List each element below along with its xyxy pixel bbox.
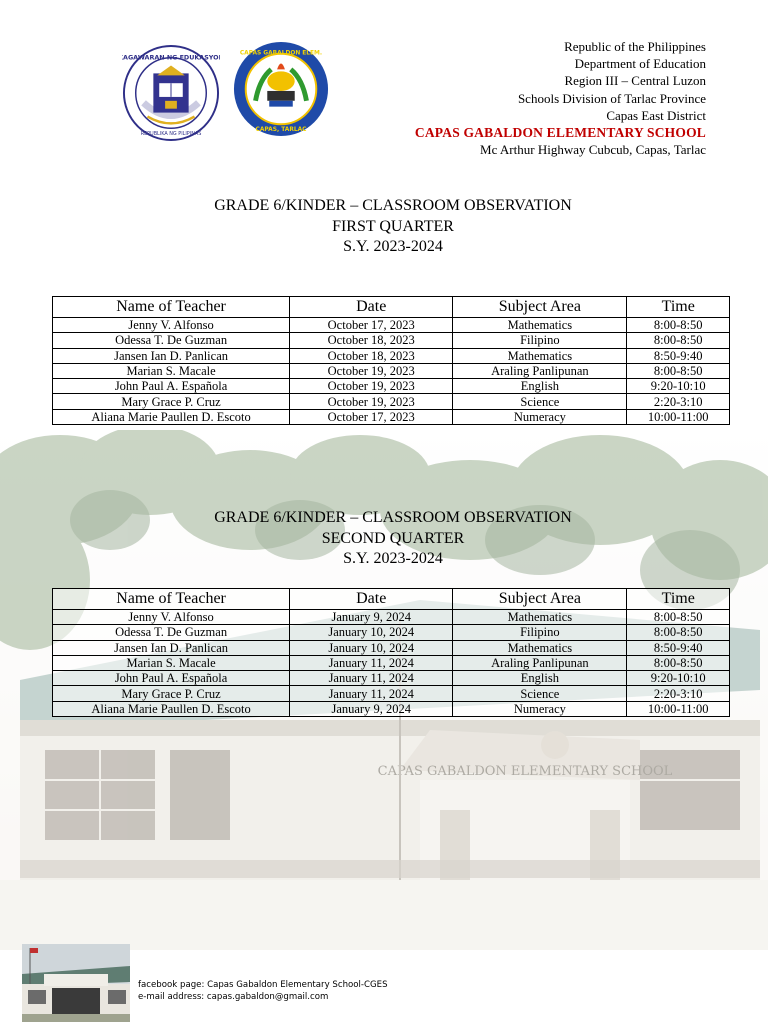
first-quarter-title-line3: S.Y. 2023-2024 [343, 238, 443, 255]
teacher-cell: Mary Grace P. Cruz [53, 394, 290, 409]
column-header-subject: Subject Area [453, 589, 627, 610]
second-quarter-table [52, 588, 730, 717]
teacher-cell: Jansen Ian D. Panlican [53, 348, 290, 363]
date-cell: January 10, 2024 [290, 625, 453, 640]
letterhead-region: Region III – Central Luzon [564, 73, 706, 89]
time-cell: 8:00-8:50 [627, 318, 730, 333]
column-header-date: Date [290, 297, 453, 318]
table-row [53, 394, 730, 409]
footer-email-text: e-mail address: capas.gabaldon@gmail.com [138, 992, 329, 1002]
letterhead [415, 38, 706, 158]
subject-cell: Mathematics [453, 640, 627, 655]
column-header-date: Date [290, 589, 453, 610]
footer-facebook-text: facebook page: Capas Gabaldon Elementary School-CGES [138, 980, 388, 990]
subject-cell: English [453, 671, 627, 686]
date-cell: October 19, 2023 [290, 363, 453, 378]
subject-cell: Filipino [453, 333, 627, 348]
svg-text:KAGAWARAN NG EDUKASYON: KAGAWARAN NG EDUKASYON [122, 53, 220, 62]
column-header-time: Time [627, 589, 730, 610]
first-quarter-title-line2: FIRST QUARTER [332, 217, 454, 235]
date-cell: October 18, 2023 [290, 348, 453, 363]
first-quarter-title-line1: GRADE 6/KINDER – CLASSROOM OBSERVATION [214, 197, 572, 214]
time-cell: 8:00-8:50 [627, 625, 730, 640]
subject-cell: Mathematics [453, 348, 627, 363]
footer-contact [138, 979, 388, 1003]
teacher-cell: Jenny V. Alfonso [53, 610, 290, 625]
subject-cell: Mathematics [453, 610, 627, 625]
table-row [53, 318, 730, 333]
footer-school-photo [22, 944, 130, 1022]
second-quarter-title-line2: SECOND QUARTER [321, 529, 465, 547]
date-cell: October 19, 2023 [290, 394, 453, 409]
table-row [53, 348, 730, 363]
table-row [53, 671, 730, 686]
subject-cell: Numeracy [453, 701, 627, 716]
time-cell: 10:00-11:00 [627, 701, 730, 716]
date-cell: October 18, 2023 [290, 333, 453, 348]
subject-cell: Science [453, 686, 627, 701]
date-cell: January 11, 2024 [290, 686, 453, 701]
table-row [53, 640, 730, 655]
deped-seal-logo [122, 44, 220, 142]
subject-cell: Araling Panlipunan [453, 363, 627, 378]
date-cell: October 17, 2023 [290, 318, 453, 333]
table-row [53, 610, 730, 625]
building-sign-text: CAPAS GABALDON ELEMENTARY SCHOOL [377, 764, 673, 779]
subject-cell: Mathematics [453, 318, 627, 333]
column-header-time: Time [627, 297, 730, 318]
table-header-row [53, 589, 730, 610]
second-quarter-title-line1: GRADE 6/KINDER – CLASSROOM OBSERVATION [214, 509, 572, 526]
date-cell: October 19, 2023 [290, 379, 453, 394]
teacher-cell: John Paul A. Española [53, 671, 290, 686]
table-row [53, 701, 730, 716]
time-cell: 8:00-8:50 [627, 363, 730, 378]
school-seal-logo [232, 40, 330, 138]
letterhead-address: Mc Arthur Highway Cubcub, Capas, Tarlac [480, 142, 706, 158]
column-header-subject: Subject Area [453, 297, 627, 318]
time-cell: 9:20-10:10 [627, 379, 730, 394]
letterhead-republic: Republic of the Philippines [564, 39, 706, 54]
teacher-cell: Jansen Ian D. Panlican [53, 640, 290, 655]
table-row [53, 333, 730, 348]
date-cell: January 11, 2024 [290, 671, 453, 686]
time-cell: 8:00-8:50 [627, 610, 730, 625]
second-quarter-title-line3: S.Y. 2023-2024 [343, 550, 443, 567]
time-cell: 2:20-3:10 [627, 394, 730, 409]
teacher-cell: Marian S. Macale [53, 363, 290, 378]
date-cell: January 9, 2024 [290, 610, 453, 625]
svg-text:CAPAS, TARLAC: CAPAS, TARLAC [255, 127, 307, 134]
time-cell: 8:50-9:40 [627, 348, 730, 363]
subject-cell: Filipino [453, 625, 627, 640]
date-cell: January 9, 2024 [290, 701, 453, 716]
time-cell: 9:20-10:10 [627, 671, 730, 686]
teacher-cell: Odessa T. De Guzman [53, 333, 290, 348]
letterhead-school-name: CAPAS GABALDON ELEMENTARY SCHOOL [414, 125, 706, 141]
teacher-cell: Aliana Marie Paullen D. Escoto [53, 701, 290, 716]
date-cell: January 10, 2024 [290, 640, 453, 655]
time-cell: 8:50-9:40 [627, 640, 730, 655]
subject-cell: Araling Panlipunan [453, 655, 627, 670]
letterhead-department: Department of Education [574, 56, 706, 72]
subject-cell: Numeracy [453, 409, 627, 424]
teacher-cell: Aliana Marie Paullen D. Escoto [53, 409, 290, 424]
teacher-cell: Mary Grace P. Cruz [53, 686, 290, 701]
teacher-cell: Odessa T. De Guzman [53, 625, 290, 640]
table-row [53, 686, 730, 701]
time-cell: 2:20-3:10 [627, 686, 730, 701]
teacher-cell: Jenny V. Alfonso [53, 318, 290, 333]
subject-cell: English [453, 379, 627, 394]
svg-text:REPUBLIKA NG PILIPINAS: REPUBLIKA NG PILIPINAS [140, 131, 202, 138]
teacher-cell: John Paul A. Española [53, 379, 290, 394]
table-row [53, 409, 730, 424]
first-quarter-title [0, 196, 768, 258]
letterhead-division: Schools Division of Tarlac Province [517, 90, 706, 106]
second-quarter-title [0, 508, 768, 570]
date-cell: October 17, 2023 [290, 409, 453, 424]
time-cell: 8:00-8:50 [627, 333, 730, 348]
column-header-teacher: Name of Teacher [53, 297, 290, 318]
table-row [53, 379, 730, 394]
table-row [53, 655, 730, 670]
table-row [53, 363, 730, 378]
date-cell: January 11, 2024 [290, 655, 453, 670]
letterhead-district: Capas East District [606, 107, 706, 123]
time-cell: 8:00-8:50 [627, 655, 730, 670]
table-row [53, 625, 730, 640]
table-header-row [53, 297, 730, 318]
svg-text:CAPAS GABALDON ELEM.: CAPAS GABALDON ELEM. [239, 50, 323, 57]
subject-cell: Science [453, 394, 627, 409]
first-quarter-table [52, 296, 730, 425]
time-cell: 10:00-11:00 [627, 409, 730, 424]
teacher-cell: Marian S. Macale [53, 655, 290, 670]
column-header-teacher: Name of Teacher [53, 589, 290, 610]
